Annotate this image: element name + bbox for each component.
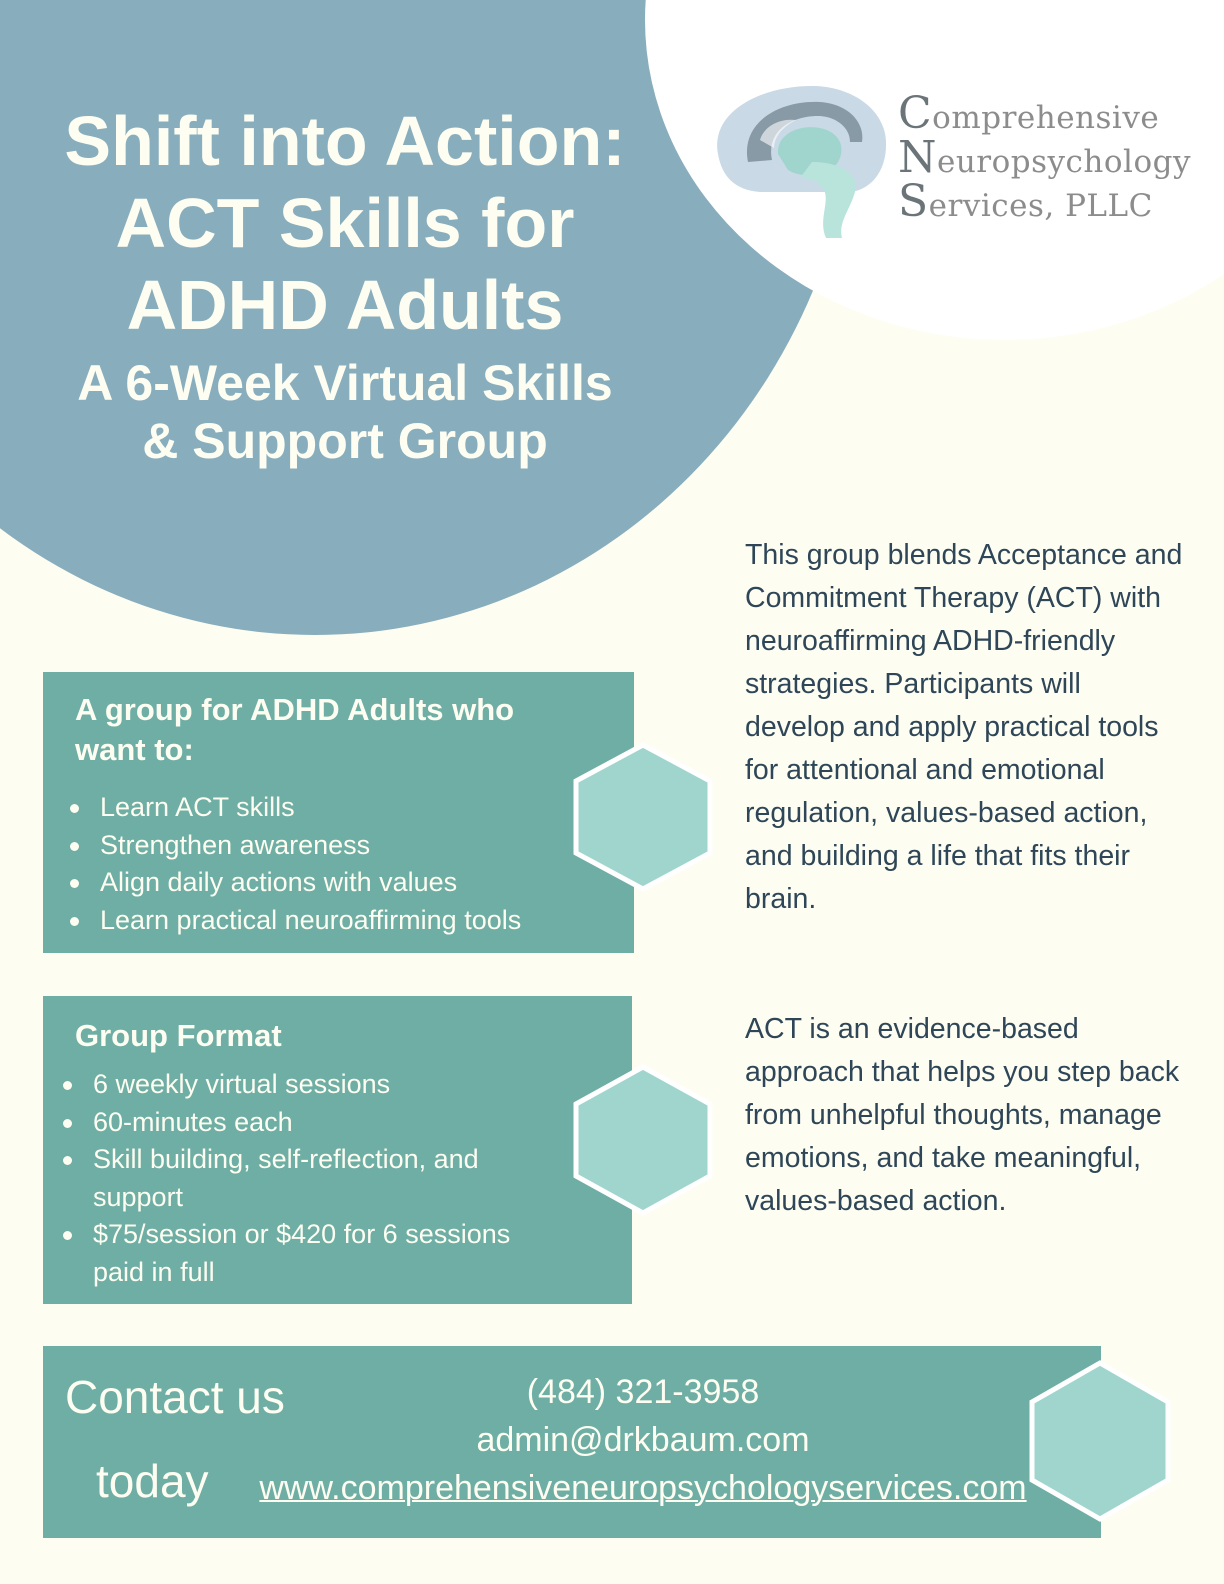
audience-heading: A group for ADHD Adults who want to:	[75, 692, 515, 767]
logo-wordmark	[898, 88, 1191, 227]
page-title	[20, 100, 670, 346]
header	[20, 100, 670, 470]
contact-banner	[43, 1346, 1101, 1538]
email-address[interactable]: admin@drkbaum.com	[476, 1421, 810, 1459]
list-item: Learn ACT skills	[70, 789, 521, 827]
contact-info	[253, 1368, 1033, 1512]
contact-label: today	[96, 1455, 209, 1507]
logo-line: Comprehensive	[898, 88, 1160, 139]
description-paragraph: ACT is an evidence-based approach that helps you step back from unhelpful thoughts, manage emotions, and take meaningful, values-based action.	[745, 1013, 1180, 1217]
description-paragraph: This group blends Acceptance and Commitment Therapy (ACT) with neuroaffirming ADHD-friendly strategies. Participants will develop and apply practical tools for attentional and emotional regulation, values-based action, and building a life that fits their brain.	[745, 539, 1183, 915]
page-subtitle	[20, 354, 670, 470]
list-item: Align daily actions with values	[70, 864, 521, 902]
list-item: 6 weekly virtual sessions	[63, 1066, 543, 1104]
subtitle-line: & Support Group	[142, 413, 548, 469]
format-list	[63, 1066, 543, 1291]
hexagon-decoration	[572, 742, 714, 892]
hexagon-decoration	[572, 1064, 714, 1216]
list-item: 60-minutes each	[63, 1104, 543, 1142]
brain-icon	[700, 82, 890, 242]
logo-line: Services, PLLC	[898, 176, 1153, 227]
title-line: ACT Skills for	[115, 184, 575, 262]
format-panel	[43, 996, 632, 1304]
list-item: Strengthen awareness	[70, 827, 521, 865]
logo-line: Neuropsychology	[898, 132, 1191, 183]
title-line: ADHD Adults	[126, 266, 564, 344]
audience-panel	[43, 672, 634, 953]
phone-number[interactable]: (484) 321-3958	[526, 1373, 760, 1411]
contact-label: Contact us	[65, 1371, 285, 1423]
list-item: Learn practical neuroaffirming tools	[70, 902, 521, 940]
hexagon-decoration	[1028, 1360, 1172, 1522]
subtitle-line: A 6-Week Virtual Skills	[77, 355, 613, 411]
website-link[interactable]: www.comprehensiveneuropsychologyservices.com	[259, 1469, 1027, 1507]
format-heading: Group Format	[75, 1018, 282, 1053]
title-line: Shift into Action:	[64, 102, 626, 180]
audience-list	[70, 789, 521, 939]
list-item: $75/session or $420 for 6 sessions paid in full	[63, 1216, 543, 1291]
list-item: Skill building, self-reflection, and support	[63, 1141, 543, 1216]
